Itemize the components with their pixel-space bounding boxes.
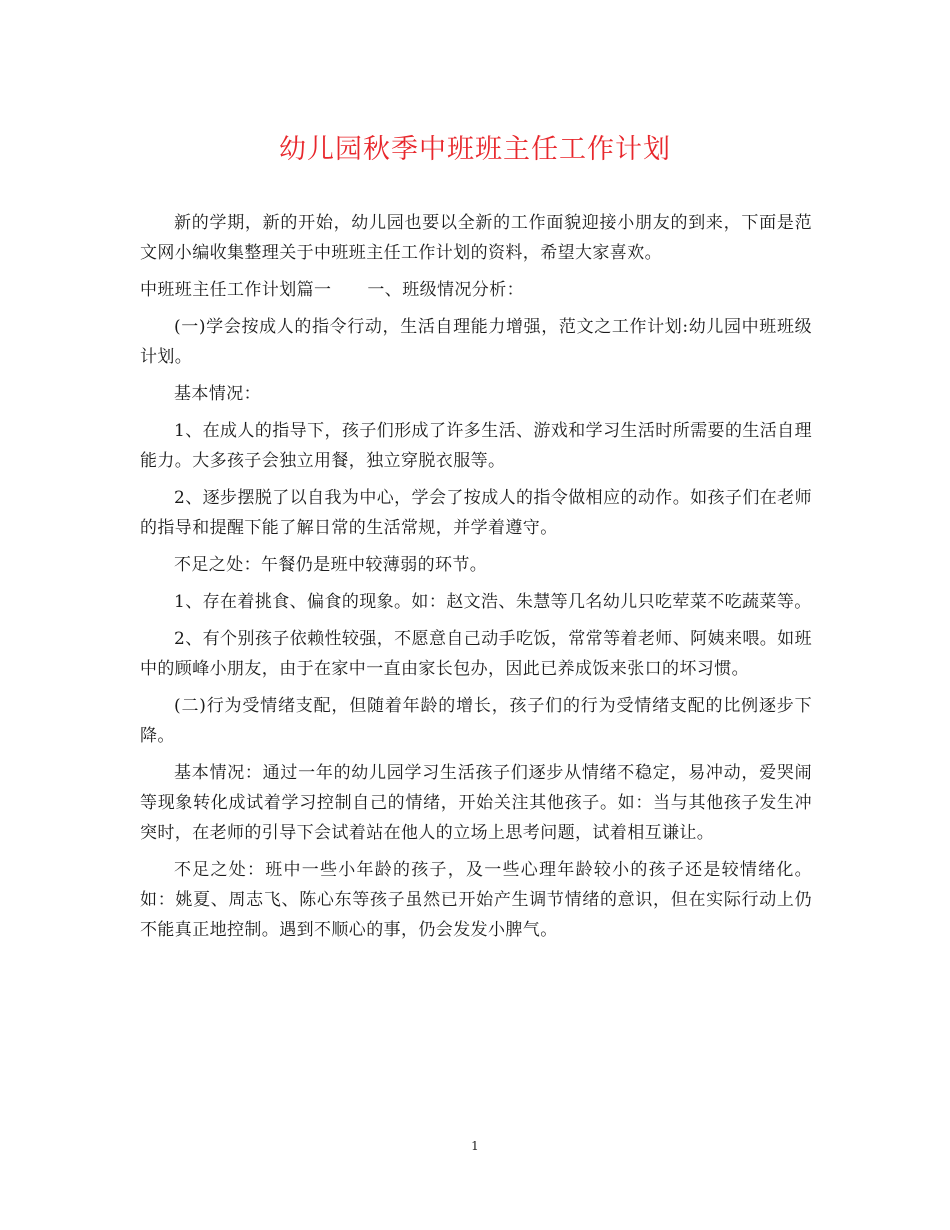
document-title: 幼儿园秋季中班班主任工作计划 xyxy=(279,134,671,165)
section-heading-right: 一、班级情况分析： xyxy=(367,280,525,300)
paragraph-7: 2、有个别孩子依赖性较强，不愿意自己动手吃饭，常常等着老师、阿姨来喂。如班中的顾峰小朋友，由于在家中一直由家长包办，因此已养成饭来张口的坏习惯。 xyxy=(140,629,812,679)
paragraph-3: 1、在成人的指导下，孩子们形成了许多生活、游戏和学习生活时所需要的生活自理能力。大多孩子会独立用餐，独立穿脱衣服等。 xyxy=(140,421,812,471)
paragraph-9: 基本情况：通过一年的幼儿园学习生活孩子们逐步从情绪不稳定，易冲动，爱哭闹等现象转化成试着学习控制自己的情绪，开始关注其他孩子。如：当与其他孩子发生冲突时，在老师的引导下会试着站在他人的立场上思考问题，试着相互谦让。 xyxy=(140,763,812,843)
paragraph-4: 2、逐步摆脱了以自我为中心，学会了按成人的指令做相应的动作。如孩子们在老师的指导和提醒下能了解日常的生活常规，并学着遵守。 xyxy=(140,488,812,538)
paragraph-6: 1、存在着挑食、偏食的现象。如：赵文浩、朱慧等几名幼儿只吃荤菜不吃蔬菜等。 xyxy=(174,592,812,612)
paragraph-8: (二)行为受情绪支配，但随着年龄的增长，孩子们的行为受情绪支配的比例逐步下降。 xyxy=(140,696,812,746)
section-heading xyxy=(140,275,812,305)
page-number: 1 xyxy=(471,1139,479,1153)
paragraph-5: 不足之处：午餐仍是班中较薄弱的环节。 xyxy=(174,555,488,575)
paragraph-10: 不足之处：班中一些小年龄的孩子，及一些心理年龄较小的孩子还是较情绪化。如：姚夏、周志飞、陈心东等孩子虽然已开始产生调节情绪的意识，但在实际行动上仍不能真正地控制。遇到不顺心的事，仍会发发小脾气。 xyxy=(140,860,812,940)
document-body xyxy=(140,208,812,952)
paragraph-1: (一)学会按成人的指令行动，生活自理能力增强，范文之工作计划:幼儿园中班班级计划。 xyxy=(140,317,812,367)
intro-paragraph: 新的学期，新的开始，幼儿园也要以全新的工作面貌迎接小朋友的到来，下面是范文网小编收集整理关于中班班主任工作计划的资料，希望大家喜欢。 xyxy=(140,213,812,263)
paragraph-2: 基本情况： xyxy=(174,384,261,404)
section-heading-left: 中班班主任工作计划篇一 xyxy=(140,280,332,300)
